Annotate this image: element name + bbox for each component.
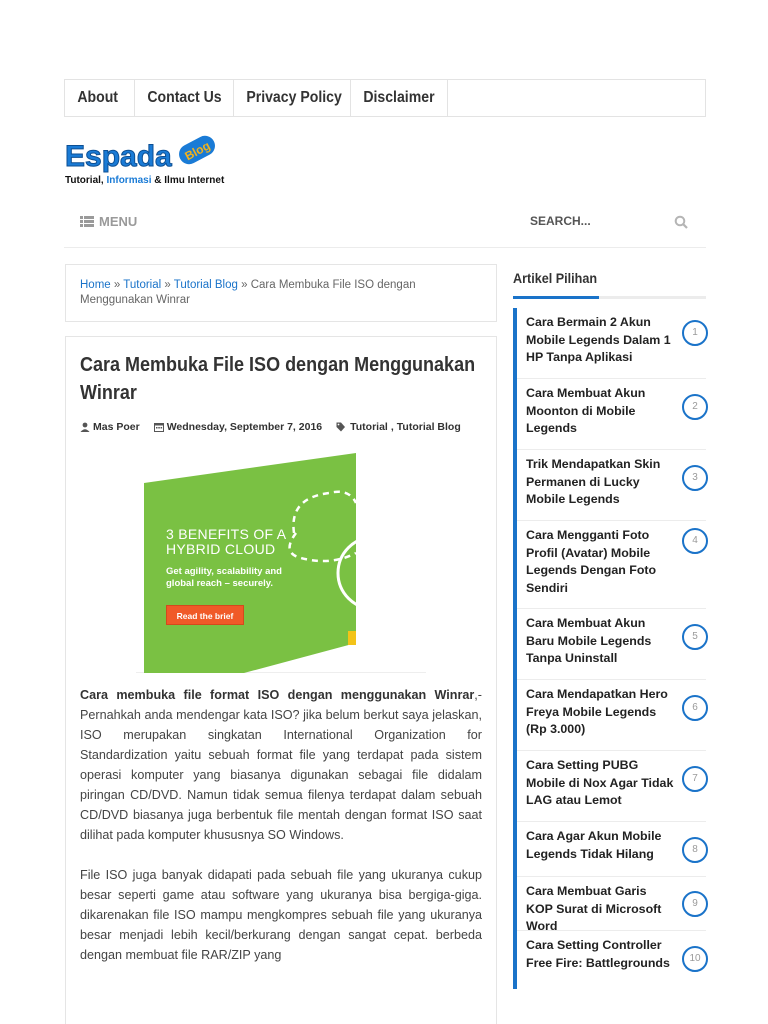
menu-bar	[64, 202, 706, 248]
breadcrumb	[65, 264, 497, 322]
tagline-part1: Tutorial,	[65, 175, 107, 186]
article-paragraph: File ISO juga banyak didapati pada sebuah file yang ukuranya cukup besar seperti game atau software yang ukuranya bisa bergiga-giga. dikarenakan file ISO mampu mengkompres sebuah file yang ukuranya besar menjadi lebih kecil/berkurang dengan sangat cepat. berbeda dengan membuat file RAR/ZIP yang	[80, 868, 482, 962]
list-item	[517, 450, 706, 521]
ad-title-line1: 3 BENEFITS OF A	[166, 526, 287, 542]
popular-post-link[interactable]: Cara Mendapatkan Hero Freya Mobile Legends (Rp 3.000)	[526, 687, 668, 736]
post-date-text: Wednesday, September 7, 2016	[166, 421, 323, 433]
nav-link-privacy-policy[interactable]: Privacy Policy	[246, 89, 342, 106]
list-item	[517, 379, 706, 450]
post-author	[80, 421, 140, 433]
ad-banner[interactable]	[136, 445, 426, 673]
nav-cell-disclaimer	[351, 80, 448, 116]
breadcrumb-current: Cara Membuka File ISO dengan Menggunakan Winrar	[80, 279, 416, 306]
popular-post-link[interactable]: Trik Mendapatkan Skin Permanen di Lucky Mobile Legends	[526, 457, 661, 506]
ad-subtitle: Get agility, scalability and global reach – securely.	[166, 566, 282, 589]
logo-graphic	[64, 128, 236, 178]
post-categories	[336, 421, 461, 433]
svg-text:Espada: Espada	[65, 140, 172, 173]
rank-badge: 3	[682, 465, 708, 491]
article-lead-bold: Cara membuka file format ISO dengan menggunakan Winrar	[80, 688, 475, 702]
menu-toggle-button[interactable]	[80, 214, 137, 229]
search-form	[530, 212, 690, 236]
list-item	[517, 931, 706, 989]
sidebar	[513, 266, 706, 989]
list-item	[517, 609, 706, 680]
category-separator: ,	[390, 421, 394, 433]
popular-posts-list	[513, 308, 706, 989]
ad-read-brief-button[interactable]: Read the brief	[166, 605, 244, 625]
widget-title: Artikel Pilihan	[513, 270, 598, 286]
user-icon	[80, 422, 90, 432]
rank-badge: 8	[682, 837, 708, 863]
popular-post-link[interactable]: Cara Setting PUBG Mobile di Nox Agar Tidak LAG atau Lemot	[526, 758, 674, 807]
rank-badge: 7	[682, 766, 708, 792]
svg-text:Blog: Blog	[182, 138, 213, 164]
popular-post-link[interactable]: Cara Membuat Akun Moonton di Mobile Legends	[526, 386, 646, 435]
breadcrumb-separator: »	[110, 279, 124, 291]
breadcrumb-home[interactable]: Home	[80, 279, 111, 291]
article-paragraph	[80, 685, 482, 845]
breadcrumb-tutorial-blog[interactable]: Tutorial Blog	[173, 279, 238, 291]
rank-badge: 2	[682, 394, 708, 420]
list-item	[517, 877, 706, 931]
breadcrumb-separator: »	[237, 279, 251, 291]
tagline-accent: Informasi	[106, 175, 152, 186]
search-input[interactable]	[530, 214, 660, 228]
nav-link-contact-us[interactable]: Contact Us	[147, 89, 222, 106]
list-item	[517, 751, 706, 822]
top-navigation	[64, 79, 706, 117]
article-paragraph-text: ,- Pernahkah anda mendengar kata ISO? jika belum berkut saya jelaskan, ISO merupakan singkatan International Organization for Standardization yaitu sebuah format file yang terdapat pada sistem operasi komputer yang biasanya digunakan sebagai file didalam piringan CD/DVD. Namun tidak semua filenya terdapat dalam sebuah CD/DVD biasanya juga berbentuk file mentah dengan format ISO saat dilihat pada komputer khususnya SO Windows.	[80, 688, 482, 842]
rank-badge: 9	[682, 891, 708, 917]
list-item	[517, 680, 706, 751]
ad-title	[166, 527, 286, 557]
ad-title-line2: HYBRID CLOUD	[166, 541, 276, 557]
rank-badge: 4	[682, 528, 708, 554]
popular-post-link[interactable]: Cara Membuat Akun Baru Mobile Legends Tanpa Uninstall	[526, 616, 652, 665]
category-link-tutorial-blog[interactable]: Tutorial Blog	[396, 421, 461, 433]
site-tagline	[65, 175, 224, 186]
breadcrumb-separator: »	[161, 279, 174, 291]
article-title: Cara Membuka File ISO dengan Menggunakan Winrar	[80, 354, 476, 404]
breadcrumb-tutorial[interactable]: Tutorial	[123, 279, 162, 291]
author-link[interactable]: Mas Poer	[93, 421, 140, 433]
ad-panel	[144, 453, 356, 673]
nav-cell-contact	[135, 80, 234, 116]
list-icon	[80, 216, 94, 227]
nav-link-disclaimer[interactable]: Disclaimer	[363, 89, 435, 106]
popular-post-link[interactable]: Cara Agar Akun Mobile Legends Tidak Hilang	[526, 829, 662, 861]
rank-badge: 1	[682, 320, 708, 346]
rank-badge: 10	[682, 946, 708, 972]
calendar-icon	[154, 422, 164, 432]
popular-post-link[interactable]: Cara Bermain 2 Akun Mobile Legends Dalam 1 HP Tanpa Aplikasi	[526, 315, 671, 364]
list-item	[517, 521, 706, 609]
nav-cell-about	[65, 80, 135, 116]
rank-badge: 6	[682, 695, 708, 721]
popular-post-link[interactable]: Cara Mengganti Foto Profil (Avatar) Mobile Legends Dengan Foto Sendiri	[526, 528, 657, 595]
post-date	[154, 421, 322, 433]
nav-cell-privacy	[234, 80, 351, 116]
search-icon[interactable]	[674, 215, 688, 234]
menu-label: MENU	[99, 214, 138, 229]
post-meta	[80, 421, 482, 433]
list-item	[517, 308, 706, 379]
article-post	[65, 336, 497, 1024]
list-item	[517, 822, 706, 877]
popular-post-link[interactable]: Cara Setting Controller Free Fire: Battlegrounds	[526, 938, 670, 970]
tags-icon	[336, 422, 347, 432]
category-link-tutorial[interactable]: Tutorial	[350, 421, 388, 433]
article-body	[80, 685, 482, 985]
ad-background-graphic	[144, 453, 356, 673]
popular-post-link[interactable]: Cara Membuat Garis KOP Surat di Microsoft Word	[526, 884, 662, 933]
nav-link-about[interactable]: About	[77, 89, 118, 106]
widget-title-underline	[513, 296, 706, 299]
rank-badge: 5	[682, 624, 708, 650]
tagline-part2: & Ilmu Internet	[151, 175, 225, 186]
